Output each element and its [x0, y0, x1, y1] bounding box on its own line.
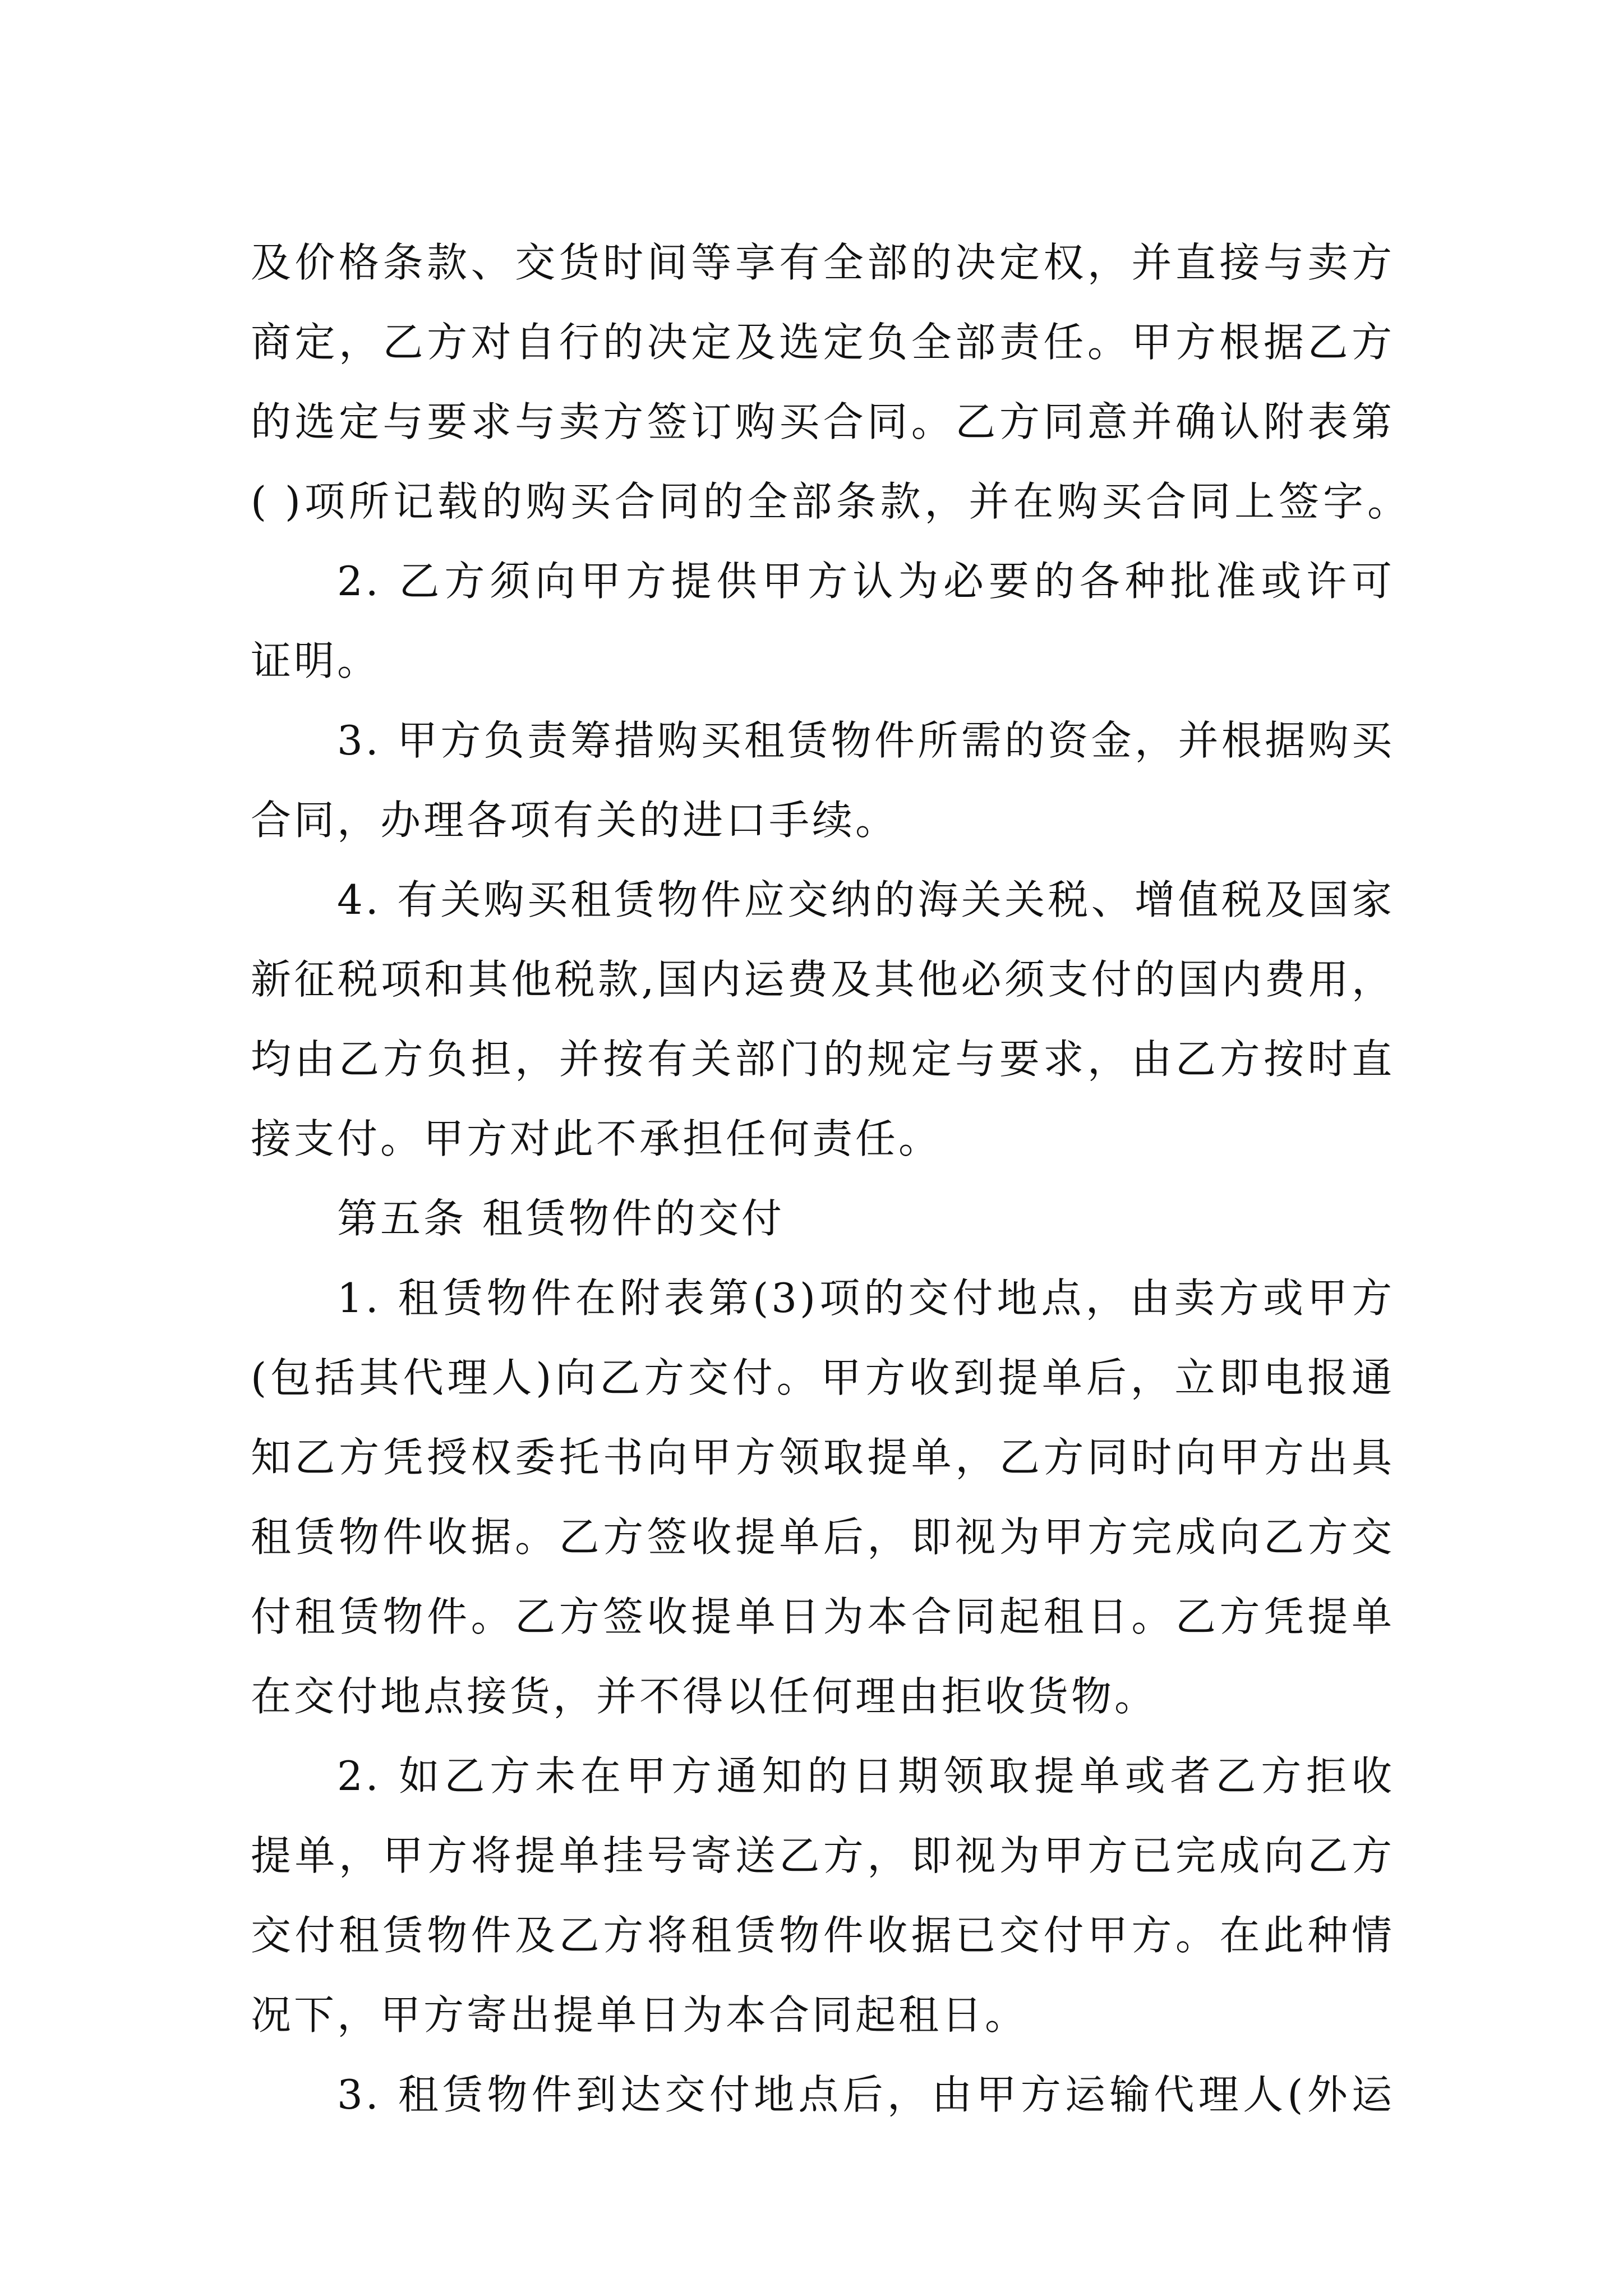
text-line: 1. 租赁物件在附表第(3)项的交付地点，由卖方或甲方 — [337, 1274, 1395, 1322]
paragraph-continued — [251, 223, 1409, 541]
section-heading-block — [251, 1179, 1395, 1258]
text-line: 付租赁物件。乙方签收提单日为本合同起租日。乙方凭提单 — [251, 1593, 1395, 1640]
text-line: 3. 甲方负责筹措购买租赁物件所需的资金，并根据购买 — [337, 717, 1395, 764]
text-line: 租赁物件收据。乙方签收提单后，即视为甲方完成向乙方交 — [251, 1513, 1395, 1561]
text-line: 2. 乙方须向甲方提供甲方认为必要的各种批准或许可 — [337, 558, 1395, 605]
text-line: 2. 如乙方未在甲方通知的日期领取提单或者乙方拒收 — [337, 1752, 1395, 1800]
text-line: 的选定与要求与卖方签订购买合同。乙方同意并确认附表第 — [251, 398, 1395, 445]
paragraph-section-item-1 — [251, 1258, 1395, 1736]
section-heading: 第五条 租赁物件的交付 — [337, 1195, 785, 1242]
text-line: 商定，乙方对自行的决定及选定负全部责任。甲方根据乙方 — [251, 319, 1395, 366]
text-line: 在交付地点接货，并不得以任何理由拒收货物。 — [251, 1673, 1158, 1720]
text-line: 新征税项和其他税款,国内运费及其他必须支付的国内费用， — [251, 956, 1395, 1003]
paragraph-item-4 — [251, 860, 1395, 1179]
paragraph-item-2 — [251, 541, 1395, 701]
text-line: (包括其代理人)向乙方交付。甲方收到提单后，立即电报通 — [251, 1354, 1395, 1401]
text-line: 及价格条款、交货时间等享有全部的决定权，并直接与卖方 — [251, 239, 1395, 286]
text-line: 3. 租赁物件到达交付地点后，由甲方运输代理人(外运 — [337, 2071, 1395, 2118]
text-line: 合同，办理各项有关的进口手续。 — [251, 797, 899, 844]
paragraph-section-item-2 — [251, 1736, 1395, 2055]
text-line: 证明。 — [251, 637, 381, 684]
text-line: 交付租赁物件及乙方将租赁物件收据已交付甲方。在此种情 — [251, 1912, 1395, 1959]
text-line: 均由乙方负担，并按有关部门的规定与要求，由乙方按时直 — [251, 1036, 1395, 1083]
text-line: ( )项所记载的购买合同的全部条款，并在购买合同上签字。 — [251, 478, 1409, 525]
text-line: 提单，甲方将提单挂号寄送乙方，即视为甲方已完成向乙方 — [251, 1832, 1395, 1879]
paragraph-section-item-3 — [251, 2055, 1395, 2134]
text-line: 4. 有关购买租赁物件应交纳的海关关税、增值税及国家 — [337, 876, 1395, 923]
text-line: 接支付。甲方对此不承担任何责任。 — [251, 1115, 942, 1162]
text-line: 况下，甲方寄出提单日为本合同起租日。 — [251, 1991, 1029, 2039]
text-line: 知乙方凭授权委托书向甲方领取提单，乙方同时向甲方出具 — [251, 1434, 1395, 1481]
paragraph-item-3 — [251, 701, 1395, 860]
contract-text — [251, 223, 1409, 2134]
